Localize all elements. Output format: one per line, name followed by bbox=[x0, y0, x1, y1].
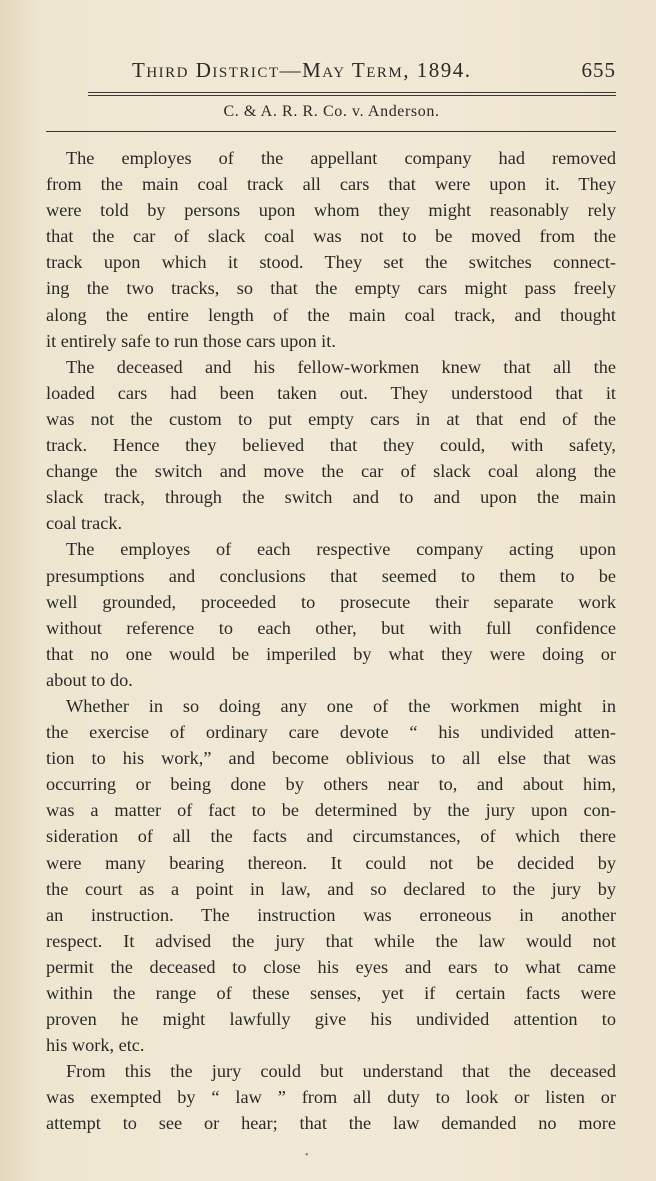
text-line: permit the deceased to close his eyes and ears to what came bbox=[46, 956, 616, 977]
text-line: The employes of each respective company acting upon bbox=[66, 539, 616, 560]
text-line: ing the two tracks, so that the empty cars might pass freely bbox=[46, 278, 616, 299]
text-line: was not the custom to put empty cars in at that end of the bbox=[46, 408, 616, 429]
text-line: was exempted by “ law ” from all duty to look or listen or bbox=[46, 1087, 616, 1108]
text-line: The employes of the appellant company had removed bbox=[66, 148, 616, 168]
text-line: loaded cars had been taken out. They understood that it bbox=[46, 382, 616, 403]
text-line: from the main coal track all cars that were upon it. They bbox=[46, 174, 616, 195]
text-line: were told by persons upon whom they might reasonably rely bbox=[46, 200, 616, 221]
page-number: 655 bbox=[581, 58, 616, 82]
text-line: were many bearing thereon. It could not be decided by bbox=[46, 852, 616, 873]
text-line: track. Hence they believed that they could, with safety, bbox=[46, 435, 616, 456]
header-rule-lower bbox=[88, 95, 616, 96]
text-line: track upon which it stood. They set the switches connect- bbox=[46, 252, 616, 273]
text-line: presumptions and conclusions that seemed to them to be bbox=[46, 565, 616, 586]
text-line: the exercise of ordinary care devote “ his undivided atten- bbox=[46, 722, 616, 743]
text-line: occurring or being done by others near to, and about him, bbox=[46, 774, 616, 795]
text-line: coal track. bbox=[46, 513, 123, 534]
text-line: his work, etc. bbox=[46, 1035, 145, 1056]
text-line: well grounded, proceeded to prosecute their separate work bbox=[46, 591, 616, 612]
text-line: an instruction. The instruction was erroneous in another bbox=[46, 904, 616, 925]
text-line: change the switch and move the car of slack coal along the bbox=[46, 461, 616, 482]
text-line: attempt to see or hear; that the law demanded no more bbox=[46, 1113, 616, 1134]
printer-ornament: • bbox=[305, 1150, 309, 1161]
text-line: it entirely safe to run those cars upon it. bbox=[46, 330, 336, 351]
text-line: slack track, through the switch and to and upon the main bbox=[46, 487, 616, 508]
caption-rule bbox=[46, 131, 616, 132]
text-line: that the car of slack coal was not to be moved from the bbox=[46, 226, 616, 247]
text-line: within the range of these senses, yet if certain facts were bbox=[46, 983, 616, 1003]
text-line: proven he might lawfully give his undivided attention to bbox=[46, 1009, 616, 1030]
text-line: The deceased and his fellow-workmen knew that all the bbox=[66, 356, 616, 377]
text-line: along the entire length of the main coal track, and thought bbox=[46, 304, 616, 325]
text-line: From this the jury could but understand that the deceased bbox=[66, 1061, 616, 1082]
running-head bbox=[47, 58, 616, 84]
running-title: Third District—May Term, 1894. bbox=[132, 58, 472, 82]
text-line: sideration of all the facts and circumstances, of which there bbox=[46, 826, 616, 847]
header-rule-upper bbox=[88, 92, 616, 93]
text-line: tion to his work,” and become oblivious to all else that was bbox=[46, 748, 616, 769]
text-line: Whether in so doing any one of the workmen might in bbox=[66, 695, 616, 716]
text-line: that no one would be imperiled by what they were doing or bbox=[46, 643, 616, 664]
text-line: respect. It advised the jury that while the law would not bbox=[46, 930, 616, 951]
case-caption: C. & A. R. R. Co. v. Anderson. bbox=[223, 103, 440, 120]
text-line: about to do. bbox=[46, 669, 133, 690]
body-text bbox=[46, 145, 616, 1137]
text-line: was a matter of fact to be determined by the jury upon con- bbox=[46, 800, 616, 821]
text-line: the court as a point in law, and so declared to the jury by bbox=[46, 878, 616, 899]
text-line: without reference to each other, but with full confidence bbox=[46, 617, 616, 638]
